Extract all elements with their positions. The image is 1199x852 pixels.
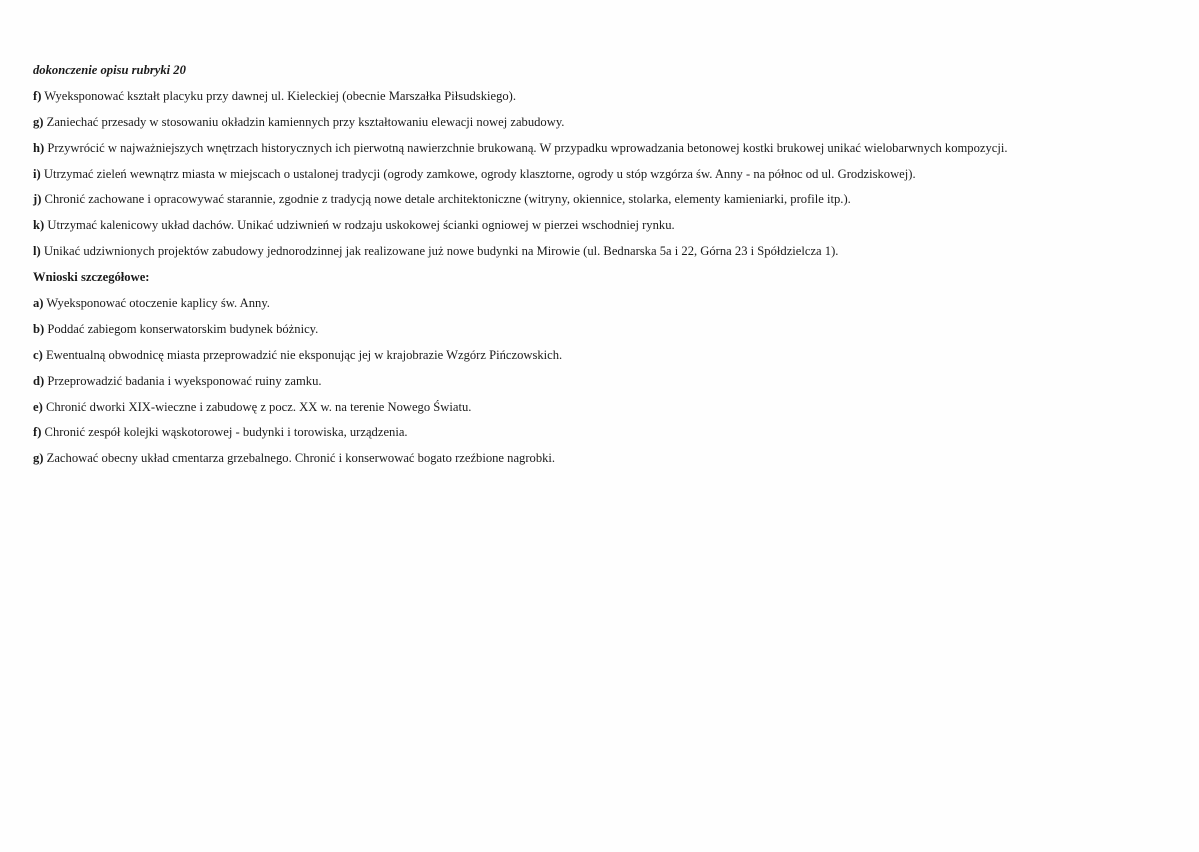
item-marker: h) bbox=[33, 140, 45, 155]
list-item bbox=[33, 243, 1173, 259]
item-text: Utrzymać zieleń wewnątrz miasta w miejscach o ustalonej tradycji (ogrody zamkowe, ogrody klasztorne, ogrody u stóp wzgórza św. Anny - na północ od ul. Grodziskowej). bbox=[40, 166, 916, 181]
item-marker: g) bbox=[33, 451, 44, 466]
item-text: Przywrócić w najważniejszych wnętrzach historycznych ich pierwotną nawierzchnie brukowaną. W przypadku wprowadzania betonowej kostki brukowej unikać wielobarwnych kompozycji. bbox=[44, 140, 1008, 155]
list-item bbox=[33, 399, 1173, 415]
list-item bbox=[33, 321, 1173, 337]
list-item bbox=[33, 424, 1173, 440]
item-text: Poddać zabiegom konserwatorskim budynek bóżnicy. bbox=[44, 321, 319, 336]
item-text: Chronić zespół kolejki wąskotorowej - budynki i torowiska, urządzenia. bbox=[41, 425, 408, 440]
item-marker: a) bbox=[33, 296, 44, 311]
list-item bbox=[33, 373, 1173, 389]
item-marker: f) bbox=[33, 88, 42, 103]
item-marker: l) bbox=[33, 244, 41, 259]
list-item bbox=[33, 295, 1173, 311]
item-marker: j) bbox=[33, 192, 42, 207]
item-marker: d) bbox=[33, 373, 45, 388]
item-text: Utrzymać kalenicowy układ dachów. Unikać udziwnień w rodzaju uskokowej ścianki ogniowej w pierzei wschodniej rynku. bbox=[44, 218, 675, 233]
item-marker: f) bbox=[33, 425, 42, 440]
item-marker: k) bbox=[33, 218, 45, 233]
item-text: Wyeksponować otoczenie kaplicy św. Anny. bbox=[43, 296, 270, 311]
list-item bbox=[33, 217, 1173, 233]
continuation-heading: dokonczenie opisu rubryki 20 bbox=[33, 63, 186, 77]
item-text: Chronić dworki XIX-wieczne i zabudowę z pocz. XX w. na terenie Nowego Światu. bbox=[42, 399, 472, 414]
item-marker: e) bbox=[33, 399, 43, 414]
item-marker: b) bbox=[33, 321, 45, 336]
item-text: Zachować obecny układ cmentarza grzebalnego. Chronić i konserwować bogato rzeźbione nagrobki. bbox=[43, 451, 556, 466]
document-body bbox=[33, 62, 1173, 476]
list-item bbox=[33, 140, 1173, 156]
item-text: Wyeksponować kształt placyku przy dawnej ul. Kieleckiej (obecnie Marszałka Piłsudskiego). bbox=[41, 88, 517, 103]
item-marker: i) bbox=[33, 166, 41, 181]
list-item bbox=[33, 114, 1173, 130]
detailed-conclusions-heading: Wnioski szczegółowe: bbox=[33, 270, 150, 285]
list-item bbox=[33, 450, 1173, 466]
list-item bbox=[33, 88, 1173, 104]
list-item bbox=[33, 166, 1173, 182]
item-text: Zaniechać przesady w stosowaniu okładzin kamiennych przy kształtowaniu elewacji nowej zabudowy. bbox=[43, 114, 565, 129]
item-text: Ewentualną obwodnicę miasta przeprowadzić nie eksponując jej w krajobrazie Wzgórz Pińczowskich. bbox=[42, 347, 563, 362]
item-marker: c) bbox=[33, 347, 43, 362]
item-marker: g) bbox=[33, 114, 44, 129]
list-item bbox=[33, 191, 1173, 207]
item-text: Unikać udziwnionych projektów zabudowy jednorodzinnej jak realizowane już nowe budynki na Mirowie (ul. Bednarska 5a i 22, Górna 23 i Spółdzielcza 1). bbox=[40, 244, 839, 259]
list-item bbox=[33, 347, 1173, 363]
item-text: Chronić zachowane i opracowywać starannie, zgodnie z tradycją nowe detale architektoniczne (witryny, okiennice, stolarka, elementy kamieniarki, profile itp.). bbox=[41, 192, 851, 207]
item-text: Przeprowadzić badania i wyeksponować ruiny zamku. bbox=[44, 373, 322, 388]
